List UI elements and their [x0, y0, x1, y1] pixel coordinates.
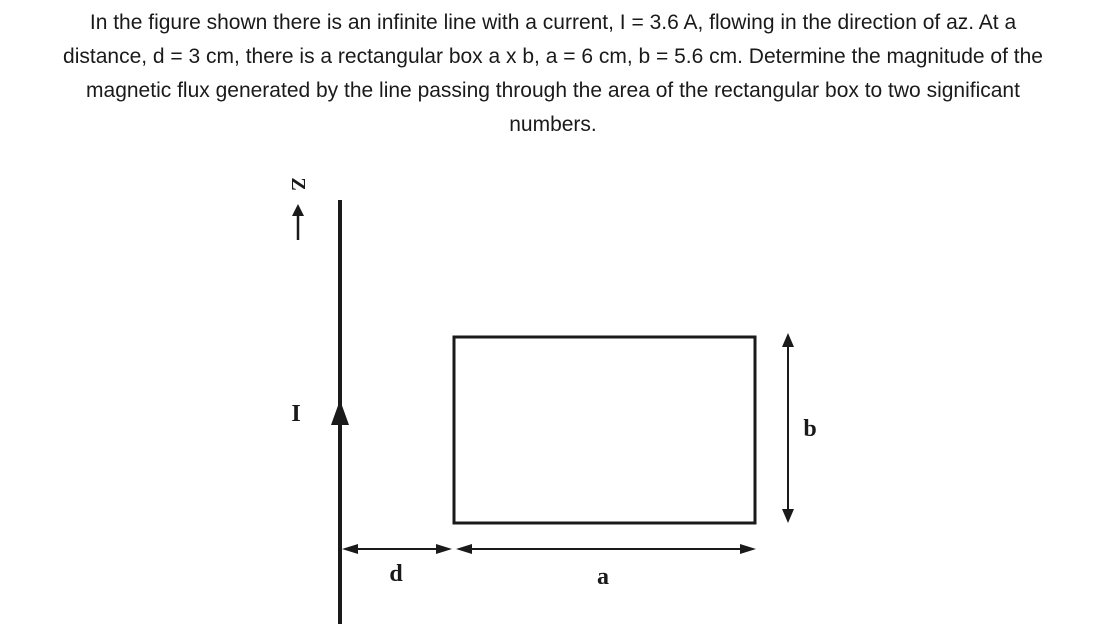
problem-line-4: numbers. [509, 113, 597, 136]
width-label: a [597, 564, 609, 590]
rectangular-box [454, 337, 755, 523]
distance-dimension-arrow [342, 544, 452, 554]
problem-line-2: distance, d = 3 cm, there is a rectangular box a x b, a = 6 cm, b = 5.6 cm. Determine the magnitude of the [63, 45, 1043, 68]
width-dimension-arrow [456, 544, 756, 554]
current-label: I [291, 401, 301, 427]
problem-line-3: magnetic flux generated by the line passing through the area of the rectangular box to two significant [86, 79, 1020, 102]
current-direction-arrow [331, 400, 349, 425]
problem-line-1: In the figure shown there is an infinite line with a current, I = 3.6 A, flowing in the direction of az. At a [89, 11, 1017, 34]
z-axis-arrow [292, 204, 304, 240]
z-axis-label: Z [287, 177, 309, 191]
height-dimension-arrow [782, 333, 794, 523]
distance-label: d [389, 561, 403, 587]
height-label: b [803, 416, 817, 442]
